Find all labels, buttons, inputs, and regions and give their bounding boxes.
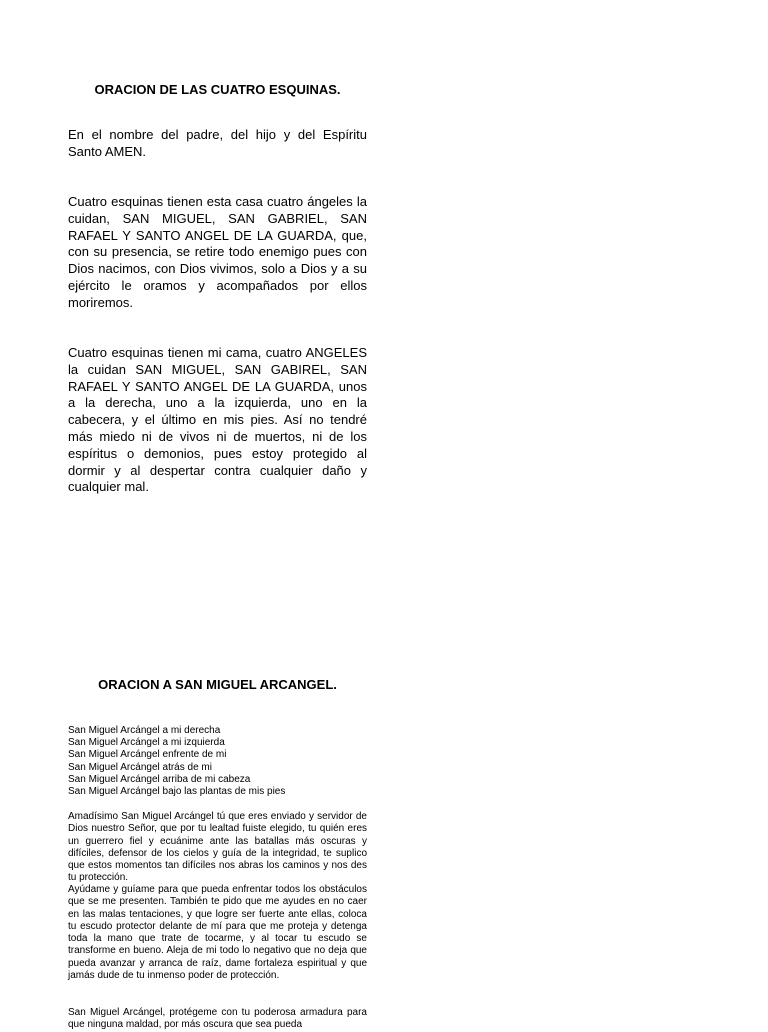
prayer-title-cuatro-esquinas: ORACION DE LAS CUATRO ESQUINAS. bbox=[94, 82, 341, 97]
list-item: San Miguel Arcángel a mi izquierda bbox=[68, 737, 225, 749]
list-item: San Miguel Arcángel a mi derecha bbox=[68, 725, 221, 736]
list-item: San Miguel Arcángel enfrente de mi bbox=[68, 749, 227, 761]
list-item: San Miguel Arcángel atrás de mi bbox=[68, 761, 212, 773]
paragraph-amadisimo: Amadísimo San Miguel Arcángel tú que eres enviado y servidor de Dios nuestro Señor, que por tu lealtad fuiste elegido, tu quién eres un guerrero fiel y ecuánime ante las batallas más oscuras y difíciles, defensor de los cielos y guía de la integridad, te suplico que estos momentos tan difíciles nos abras los caminos y nos des tu protección. bbox=[68, 811, 367, 884]
paragraph-bed-corners: Cuatro esquinas tienen mi cama, cuatro ANGELES la cuidan SAN MIGUEL, SAN GABIREL, SAN RAFAEL Y SANTO ANGEL DE LA GUARDA, unos a la derecha, uno a la izquierda, uno en la cabecera, y el último en mis pies. Así no tendré más miedo ni de vivos ni de muertos, ni de los espíritus o demonios, pues estoy protegido al dormir y al despertar contra cualquier daño y cualquier mal. bbox=[68, 345, 367, 495]
list-item: San Miguel Arcángel bajo las plantas de mis pies bbox=[68, 786, 286, 798]
invocation-list bbox=[68, 725, 367, 798]
paragraph-invocation: En el nombre del padre, del hijo y del Espíritu Santo AMEN. bbox=[68, 127, 367, 159]
prayer-title-san-miguel: ORACION A SAN MIGUEL ARCANGEL. bbox=[98, 677, 337, 692]
list-item: San Miguel Arcángel arriba de mi cabeza bbox=[68, 773, 251, 785]
paragraph-ayudame: Ayúdame y guíame para que pueda enfrentar todos los obstáculos que se me presenten. También te pido que me ayudes en no caer en las malas tentaciones, y que logre ser fuerte ante ellas, coloca tu escudo protector delante de mí para que me proteja y detenga toda la mano que trate de tocarme, y al tocar tu escudo se transforme en bueno. Aleja de mi todo lo negativo que no deja que pueda avanzar y arranca de raíz, dame fortaleza espiritual y que jamás dude de tu inmenso poder de protección. bbox=[68, 884, 367, 982]
paragraph-protegeme: San Miguel Arcángel, protégeme con tu poderosa armadura para que ninguna maldad, por más oscura que sea pueda bbox=[68, 1007, 367, 1031]
paragraph-house-corners: Cuatro esquinas tienen esta casa cuatro ángeles la cuidan, SAN MIGUEL, SAN GABRIEL, SAN RAFAEL Y SANTO ANGEL DE LA GUARDA, que, con su presencia, se retire todo enemigo pues con Dios nacimos, con Dios vivimos, solo a Dios y a su ejército le oramos y acompañados por ellos moriremos. bbox=[68, 194, 367, 310]
